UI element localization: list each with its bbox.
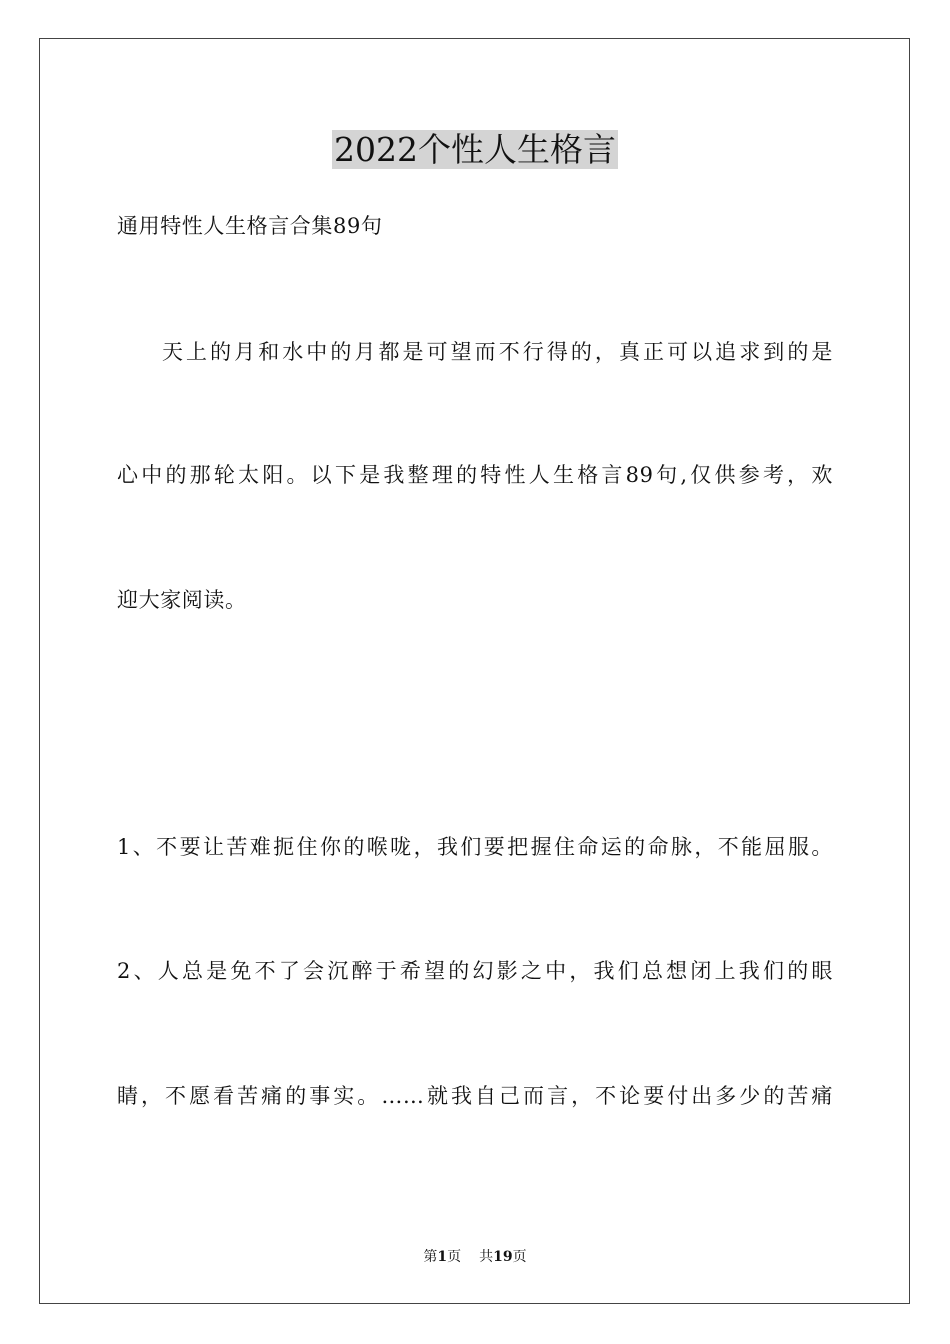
paragraph-line-1: 天上的月和水中的月都是可望而不行得的，真正可以追求到的是 — [162, 340, 833, 364]
document-title-text: 2022个性人生格言 — [334, 130, 616, 169]
page-total: 19 — [493, 1249, 513, 1265]
document-title — [0, 128, 950, 172]
total-prefix: 共 — [479, 1249, 494, 1265]
page-footer — [0, 1247, 950, 1267]
paragraph-line-2: 心中的那轮太阳。以下是我整理的特性人生格言89句,仅供参考，欢 — [117, 463, 833, 487]
page-suffix: 页 — [447, 1249, 462, 1265]
quote-line-3: 睛，不愿看苦痛的事实。……就我自己而言，不论要付出多少的苦痛 — [117, 1084, 833, 1108]
page-current: 1 — [437, 1249, 448, 1265]
document-subtitle: 通用特性人生格言合集89句 — [117, 214, 383, 238]
quote-line-2: 2、人总是免不了会沉醉于希望的幻影之中，我们总想闭上我们的眼 — [117, 959, 833, 983]
quote-line-1: 1、不要让苦难扼住你的喉咙，我们要把握住命运的命脉，不能屈服。 — [117, 835, 833, 859]
paragraph-line-3: 迎大家阅读。 — [117, 588, 247, 612]
page-prefix: 第 — [423, 1249, 438, 1265]
total-suffix: 页 — [512, 1249, 527, 1265]
